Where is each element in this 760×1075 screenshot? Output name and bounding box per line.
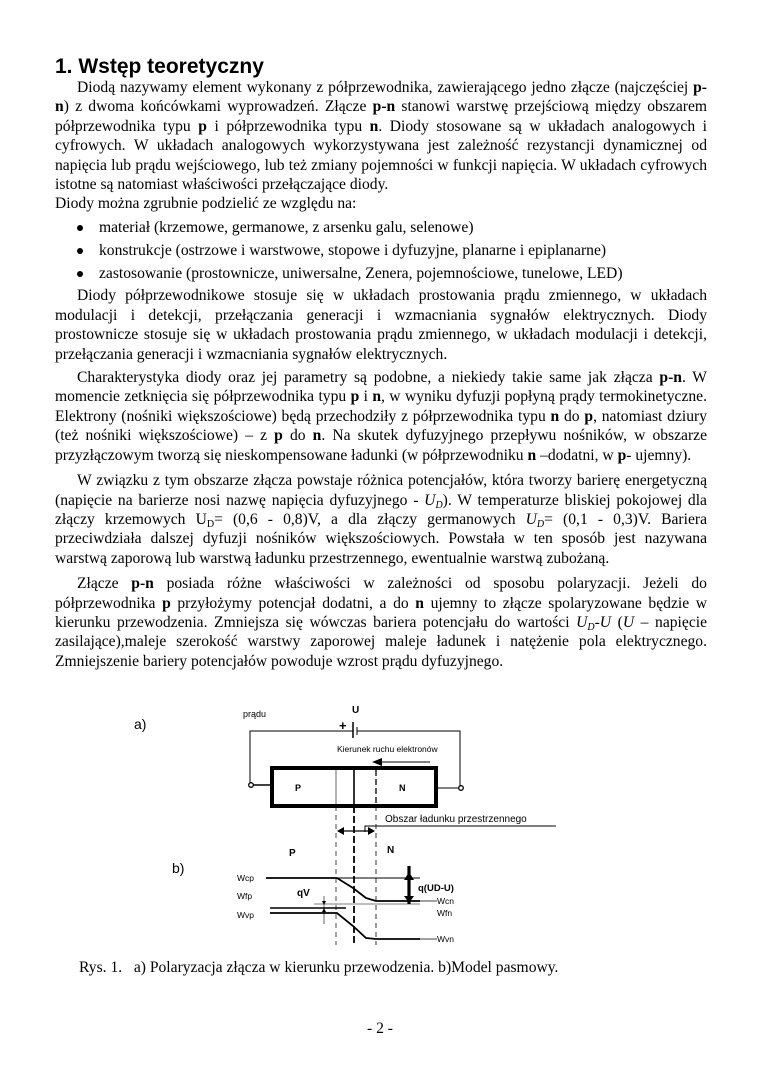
paragraph-intro: Diodą nazywamy element wykonany z półprzewodnika, zawierającego jedno złącze (najczęściej p-n) z dwoma końcówkami wyprowadzeń. Złącze p-n stanowi warstwę przejściową między obszarem półprzewodnika typu p i półprzewodnika typu n. Diody stosowane są w układach analogowych i cyfrowych. W układach analogowych wykorzystywana jest zależność rezystancji dynamicznej od napięcia lub prądu wejściowego, lub też zmiany pojemności w funkcji napięcia. W układach cyfrowych istotne są natomiast właściwości przełączające diody. — [55, 79, 707, 194]
wfp-label: Wfp — [237, 891, 253, 901]
list-item: materiał (krzemowe, germanowe, z arsenku galu, selenowe) — [55, 216, 707, 239]
wcp-label: Wcp — [237, 873, 254, 883]
figure-label-a: a) — [134, 716, 147, 732]
barrier-label: q(UD-U) — [418, 883, 454, 894]
paragraph-polarization: Złącze p-n posiada różne właściwości w zależności od sposobu polaryzacji. Jeżeli do półprzewodnika p przyłożymy potencjał dodatni, a do n ujemny to złącze spolaryzowane będzie w kierunku przewodzenia. Zmniejsza się wówczas bariera potencjału do wartości $U_D-U$ (U – napięcie zasilające),maleje szerokość warstwy zaporowej maleje ładunek i natężenie pola elektrycznego. Zmniejszenie bariery potencjałów powoduje wzrost prądu dyfuzyjnego. — [55, 575, 707, 670]
list-item: zastosowanie (prostownicze, uniwersalne, Zenera, pojemnościowe, tunelowe, LED) — [55, 262, 707, 285]
voltage-label: U — [352, 705, 360, 716]
section-heading: 1. Wstęp teoretyczny — [55, 55, 264, 78]
terminal-right-icon — [459, 786, 464, 791]
paragraph-characteristics: Charakterystyka diody oraz jej parametry są podobne, a niekiedy takie same jak złącza p-n. W momencie zetknięcia się półprzewodnika typu p i n, w wyniku dyfuzji popłyną prądy termokinetyczne. Elektrony (nośniki większościowe) będą przechodziły z półprzewodnika typu n do p, natomiast dziury (też nośniki większościowe) – z p do n. Na skutek dyfuzyjnego przepływu nośników, w obszarze przyzłączowym tworzą się nieskompensowane ładunki (w półprzewodniku n –dodatni, w p- ujemny). — [55, 369, 708, 464]
qv-label: qV — [297, 888, 310, 899]
figure-label-b: b) — [172, 860, 185, 876]
bullet-icon — [77, 248, 83, 254]
paragraph-applications: Diody półprzewodnikowe stosuje się w układach prostowania prądu zmiennego, w układach modulacji i detekcji, przełączania generacji i wzmacniania sygnałów elektrycznych. Diody prostownicze stosuje się w układach prostowania prądu zmiennego, w układach modulacji i detekcji, przełączania generacji i wzmacniania sygnałów elektrycznych. — [55, 287, 707, 363]
n-region-label: N — [399, 783, 406, 793]
wfn-label: Wfn — [437, 908, 453, 918]
junction-diagram — [0, 700, 760, 960]
wvp-label: Wvp — [237, 910, 254, 920]
band-p-label: P — [289, 848, 296, 859]
bullet-icon — [77, 225, 83, 231]
terminal-left-icon — [249, 783, 254, 788]
bullet-icon — [77, 271, 83, 277]
list-item: konstrukcje (ostrzowe i warstwowe, stopowe i dyfuzyjne, planarne i epiplanarne) — [55, 239, 707, 262]
diode-classification-list — [55, 216, 707, 286]
paragraph-intro-tail: Diody można zgrubnie podzielić ze względu na: — [55, 195, 357, 213]
body-text-block-1 — [55, 78, 707, 671]
figure-pn-junction — [0, 700, 760, 960]
space-charge-label: Obszar ładunku przestrzennego — [385, 814, 527, 825]
current-label: prądu — [243, 709, 267, 719]
paragraph-barrier: W związku z tym obszarze złącza powstaje różnica potencjałów, która tworzy barierę energetyczną (napięcie na barierze nosi nazwę napięcia dyfuzyjnego - $U_D$). W temperaturze bliskiej pokojowej dla złączy krzemowych $U_D= (0,6 - 0,8)V$, a dla złączy germanowych $U_D= (0,1 - 0,3)V$. Bariera przeciwdziała dalszej dyfuzji nośników większościowych. Powstała w ten sposób jest nazywana warstwą zaporową lub warstwą ładunku przestrzennego, ewentualnie warstwą zubożaną. — [55, 472, 707, 567]
p-region-label: P — [295, 783, 302, 793]
wcn-label: Wcn — [437, 896, 454, 906]
electron-direction-label: Kierunek ruchu elektronów — [337, 744, 438, 754]
wvn-label: Wvn — [437, 934, 454, 944]
plus-sign: + — [339, 718, 347, 733]
page-number: - 2 - — [367, 1020, 393, 1037]
circuit-diagram — [243, 705, 556, 835]
band-n-label: N — [387, 845, 395, 856]
band-diagram — [237, 845, 454, 944]
figure-caption: Rys. 1. a) Polaryzacja złącza w kierunku przewodzenia. b)Model pasmowy. — [79, 959, 559, 976]
